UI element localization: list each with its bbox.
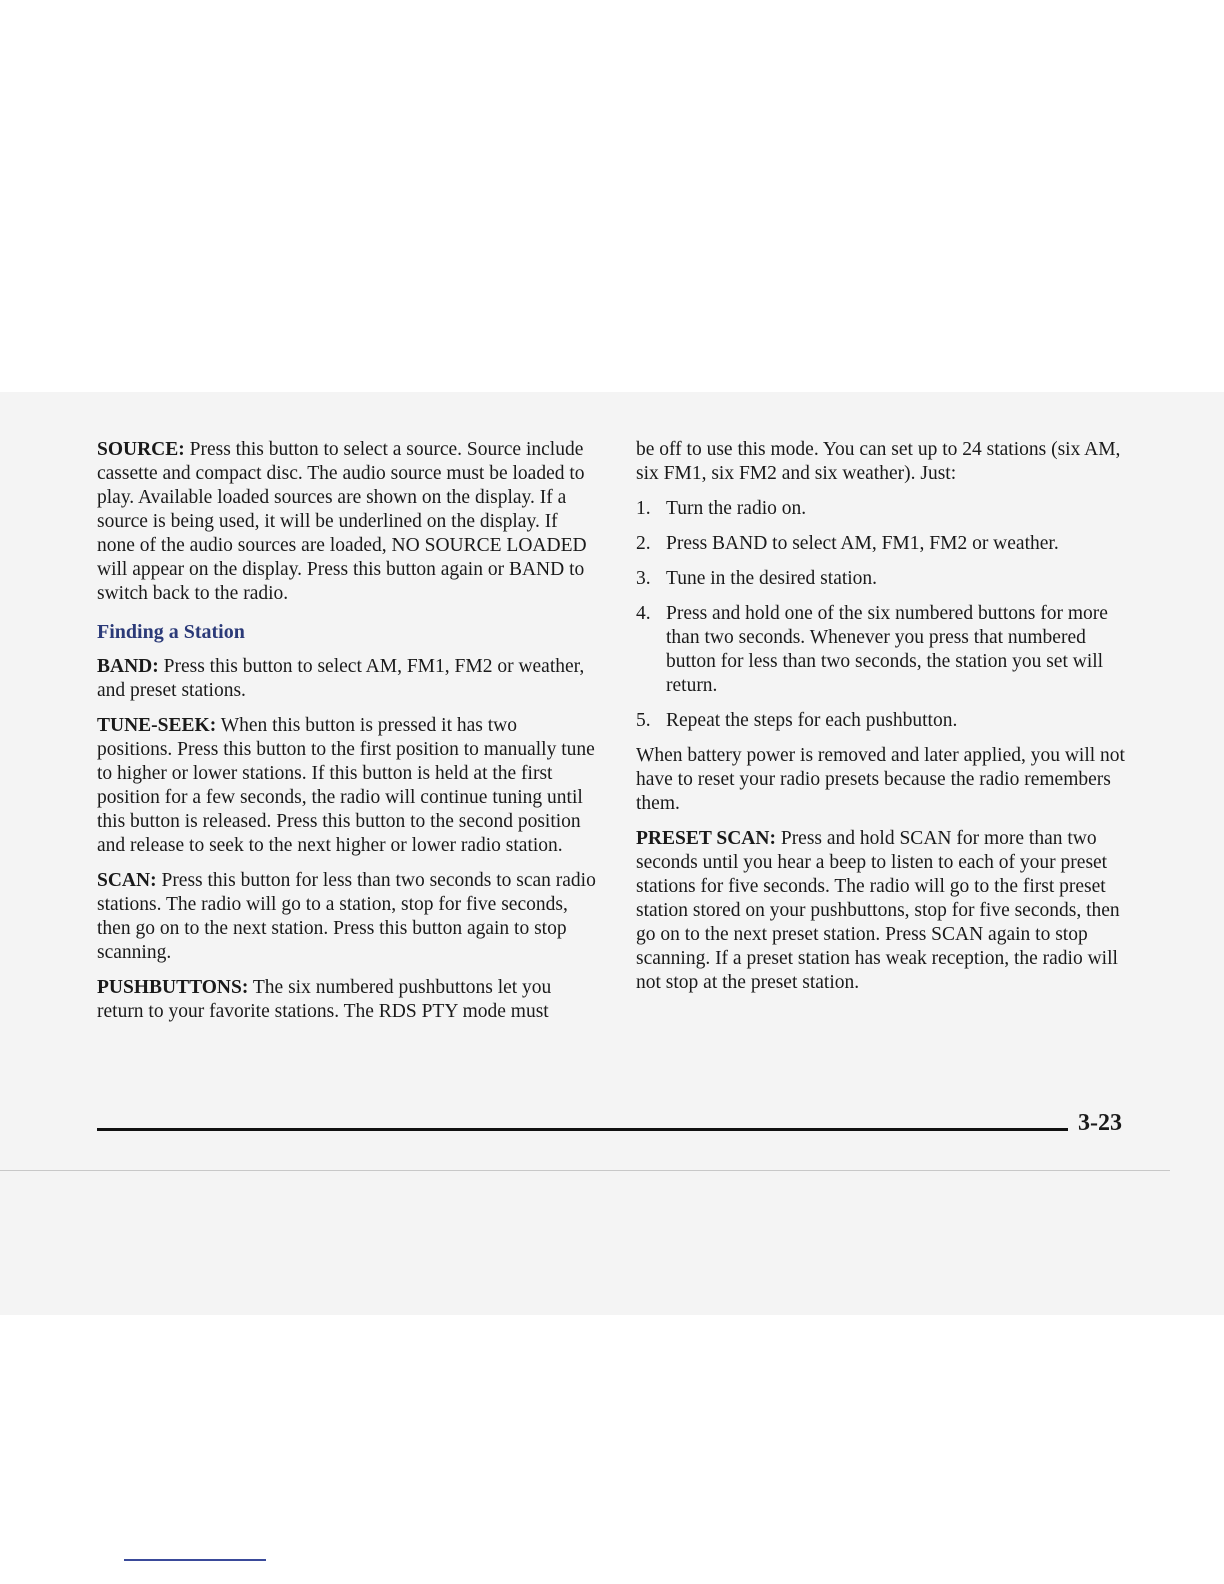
scan-term: SCAN:: [97, 870, 157, 891]
tune-seek-text: When this button is pressed it has two positions. Press this button to the first position to manually tune to higher or lower stations. If this button is held at the first position for a few seconds, the radio will continue tuning until this button is released. Press this button to the second position and release to seek to the next higher or lower radio station.: [97, 715, 595, 856]
pushbuttons-text: The six numbered pushbuttons let you return to your favorite stations. The RDS PTY mode must: [97, 977, 552, 1022]
preset-scan-paragraph: [636, 827, 1128, 995]
preset-scan-term: PRESET SCAN:: [636, 828, 776, 849]
tune-seek-term: TUNE-SEEK:: [97, 715, 217, 736]
step-number: 2.: [636, 533, 651, 554]
step-number: 3.: [636, 568, 651, 589]
page-number: 3-23: [1078, 1110, 1122, 1136]
left-column: [97, 438, 597, 1035]
step-text: Press BAND to select AM, FM1, FM2 or weather.: [666, 533, 1059, 554]
footer-rule: [97, 1128, 1068, 1131]
steps-list: [636, 497, 1128, 733]
step-number: 4.: [636, 603, 651, 624]
tune-seek-paragraph: [97, 714, 597, 858]
pushbuttons-paragraph: [97, 976, 597, 1024]
scan-text: Press this button for less than two seconds to scan radio stations. The radio will go to a station, stop for five seconds, then go on to the next station. Press this button again to stop scanning.: [97, 870, 596, 963]
divider: [0, 1170, 1170, 1171]
preset-scan-text: Press and hold SCAN for more than two seconds until you hear a beep to listen to each of your preset stations for five seconds. The radio will go to the first preset station stored on your pushbuttons, stop for five seconds, then go on to the next preset station. Press SCAN again to stop scanning. If a preset station has weak reception, the radio will not stop at the preset station.: [636, 828, 1120, 993]
list-item: [636, 709, 1128, 733]
intro-paragraph: be off to use this mode. You can set up to 24 stations (six AM, six FM1, six FM2 and six weather). Just:: [636, 439, 1121, 484]
step-text: Turn the radio on.: [666, 498, 807, 519]
step-number: 1.: [636, 498, 651, 519]
step-text: Repeat the steps for each pushbutton.: [666, 710, 958, 731]
source-text: Press this button to select a source. Source include cassette and compact disc. The audio source must be loaded to play. Available loaded sources are shown on the display. If a source is being used, it will be underlined on the display. If none of the audio sources are loaded, NO SOURCE LOADED will appear on the display. Press this button again or BAND to switch back to the radio.: [97, 439, 587, 604]
pushbuttons-term: PUSHBUTTONS:: [97, 977, 249, 998]
right-column: [636, 438, 1128, 1006]
section-heading: Finding a Station: [97, 621, 245, 643]
band-text: Press this button to select AM, FM1, FM2 or weather, and preset stations.: [97, 656, 585, 701]
divider: [124, 1559, 266, 1561]
list-item: [636, 532, 1128, 556]
battery-note: When battery power is removed and later applied, you will not have to reset your radio presets because the radio remembers them.: [636, 745, 1125, 814]
list-item: [636, 497, 1128, 521]
band-paragraph: [97, 655, 597, 703]
step-number: 5.: [636, 710, 651, 731]
step-text: Press and hold one of the six numbered buttons for more than two seconds. Whenever you press that numbered button for less than two seconds, the station you set will return.: [666, 603, 1108, 696]
step-text: Tune in the desired station.: [666, 568, 878, 589]
band-term: BAND:: [97, 656, 159, 677]
list-item: [636, 567, 1128, 591]
list-item: [636, 602, 1128, 698]
source-term: SOURCE:: [97, 439, 185, 460]
scan-paragraph: [97, 869, 597, 965]
source-paragraph: [97, 438, 597, 606]
